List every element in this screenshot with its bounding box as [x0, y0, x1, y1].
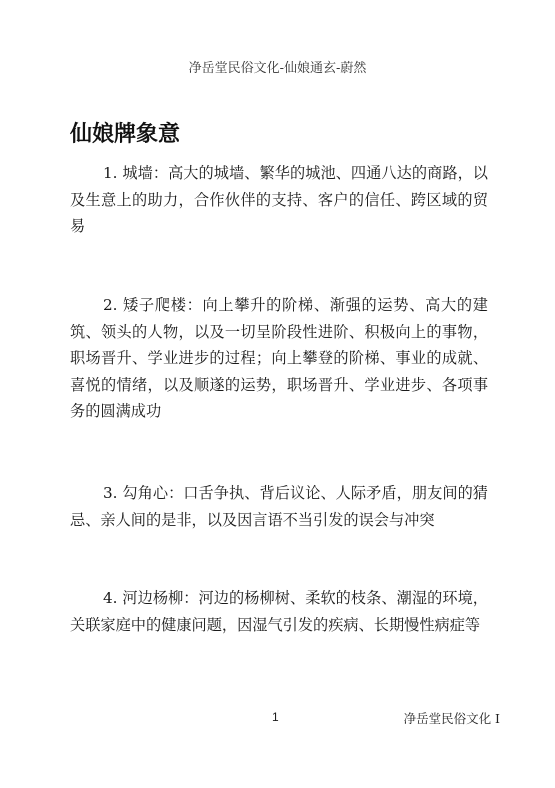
item-text: 1. 城墙：高大的城墙、繁华的城池、四通八达的商路，以及生意上的助力，合作伙伴的支持、客户的信任、跨区域的贸易: [70, 164, 488, 235]
list-item-aizi-palou: [70, 292, 488, 425]
footer-brand: 净岳堂民俗文化 I: [403, 711, 500, 726]
list-item-goujiaoxin: [70, 480, 488, 533]
item-text: 4. 河边杨柳：河边的杨柳树、柔软的枝条、潮湿的环境，关联家庭中的健康问题，因湿气引发的疾病、长期慢性病症等: [70, 589, 488, 634]
page-title: 仙娘牌象意: [70, 122, 181, 147]
page-number: 1: [272, 710, 279, 724]
list-item-hebian-yangliu: [70, 585, 488, 638]
page-header: 净岳堂民俗文化-仙娘通玄-蔚然: [188, 61, 367, 76]
item-text: 2. 矮子爬楼：向上攀升的阶梯、渐强的运势、高大的建筑、领头的人物，以及一切呈阶段性进阶、积极向上的事物，职场晋升、学业进步的过程；向上攀登的阶梯、事业的成就、喜悦的情绪，以及顺遂的运势，职场晋升、学业进步、各项事务的圆满成功: [70, 296, 488, 420]
item-text: 3. 勾角心：口舌争执、背后议论、人际矛盾，朋友间的猜忌、亲人间的是非，以及因言语不当引发的误会与冲突: [70, 484, 488, 529]
list-item-chengqiang: [70, 160, 488, 240]
